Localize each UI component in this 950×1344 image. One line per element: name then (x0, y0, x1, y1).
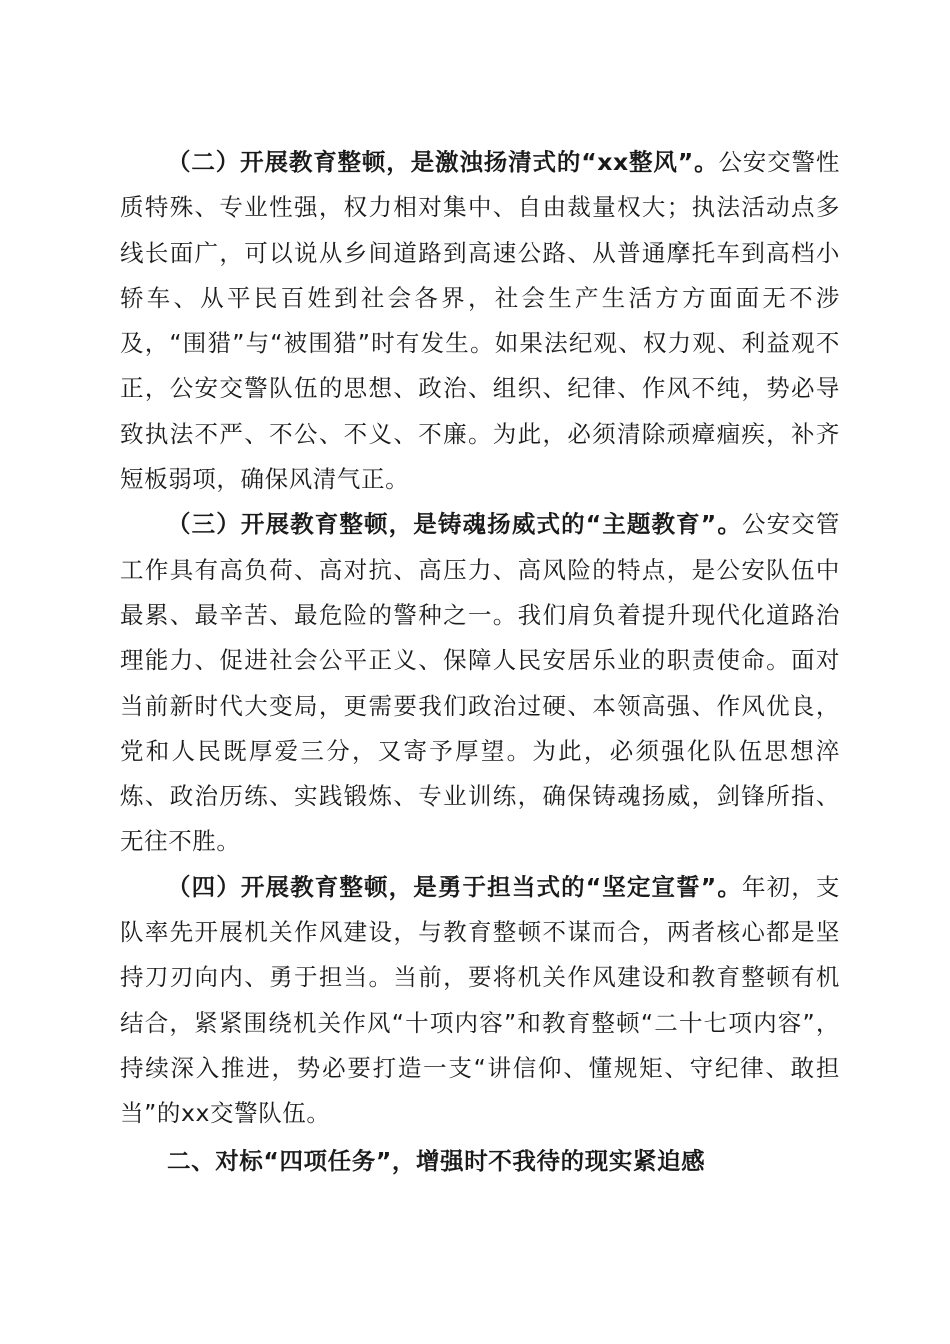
paragraph-4-body: 年初，支队率先开展机关作风建设，与教育整顿不谋而合，两者核心都是坚持刀刃向内、勇于担当。当前，要将机关作风建设和教育整顿有机结合，紧紧围绕机关作风“十项内容”和教育整顿“二十七项内容”，持续深入推进，势必要打造一支“讲信仰、懂规矩、守纪律、敢担当”的xx交警队伍。 (120, 872, 840, 1128)
paragraph-3-lead: （三）开展教育整顿，是铸魂扬威式的“主题教育”。 (167, 510, 742, 539)
paragraph-3 (120, 502, 840, 864)
paragraph-3-body: 公安交管工作具有高负荷、高对抗、高压力、高风险的特点，是公安队伍中最累、最辛苦、最危险的警种之一。我们肩负着提升现代化道路治理能力、促进社会公平正义、保障人民安居乐业的职责使命。面对当前新时代大变局，更需要我们政治过硬、本领高强、作风优良，党和人民既厚爱三分，又寄予厚望。为此，必须强化队伍思想淬炼、政治历练、实践锻炼、专业训练，确保铸魂扬威，剑锋所指、无往不胜。 (120, 510, 840, 856)
section-heading: 二、对标“四项任务”，增强时不我待的现实紧迫感 (167, 1146, 706, 1175)
paragraph-2-lead: （二）开展教育整顿，是激浊扬清式的“xx整风”。 (167, 148, 719, 176)
paragraph-4 (120, 865, 840, 1137)
paragraph-4-lead: （四）开展教育整顿，是勇于担当式的“坚定宣誓”。 (167, 872, 742, 901)
document-page (120, 140, 840, 1184)
paragraph-2 (120, 140, 840, 502)
paragraph-2-body: 公安交警性质特殊、专业性强，权力相对集中、自由裁量权大；执法活动点多线长面广，可以说从乡间道路到高速公路、从普通摩托车到高档小轿车、从平民百姓到社会各界，社会生产生活方方面面无不涉及，“围猎”与“被围猎”时有发生。如果法纪观、权力观、利益观不正，公安交警队伍的思想、政治、组织、纪律、作风不纯，势必导致执法不严、不公、不义、不廉。为此，必须清除顽瘴痼疾，补齐短板弱项，确保风清气正。 (120, 148, 840, 494)
